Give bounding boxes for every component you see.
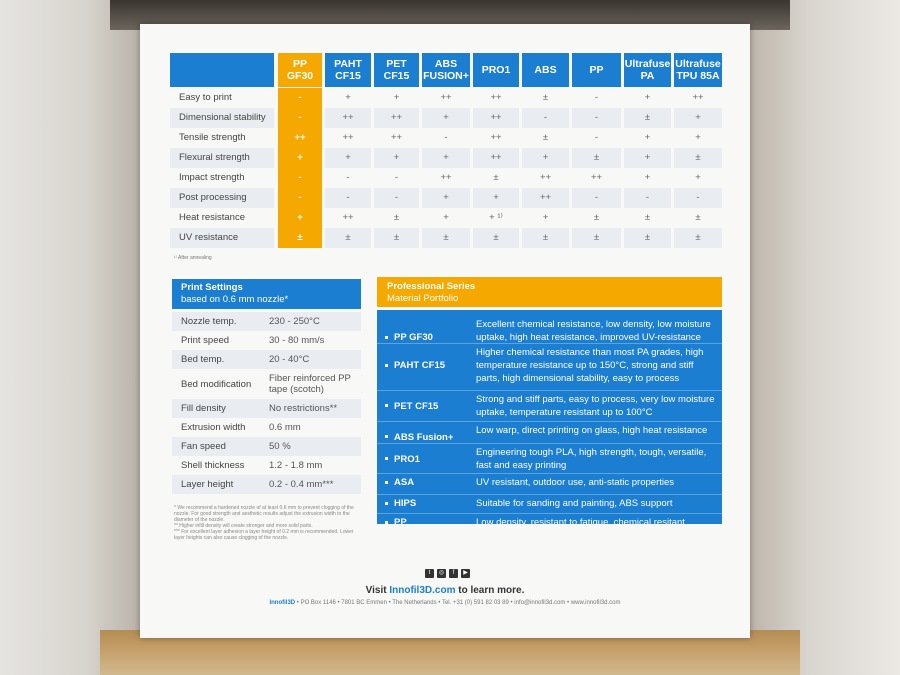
rating-cell: -	[594, 132, 599, 143]
rating-cell: ++	[539, 172, 552, 183]
table-row	[170, 148, 725, 168]
rating-cell: +	[522, 148, 569, 168]
setting-key: Extrusion width	[181, 422, 246, 433]
box-left-flap	[0, 0, 140, 675]
rating-cell: +	[374, 148, 419, 168]
rating-cell: -	[572, 188, 621, 208]
rating-cell: +	[345, 92, 351, 103]
setting-value: No restrictions**	[269, 403, 338, 414]
setting-key: Fan speed	[181, 441, 226, 452]
rating-cell: ++	[440, 172, 452, 183]
rating-cell: -	[394, 172, 399, 183]
rating-cell: ±	[493, 172, 499, 183]
setting-value: 20 - 40°C	[269, 354, 310, 365]
setting-row	[172, 312, 361, 331]
material-name-text: ASA	[394, 477, 415, 488]
rating-cell: +	[644, 132, 651, 143]
comparison-header	[170, 53, 725, 87]
rating-cell: +	[644, 92, 651, 103]
footer-address: • PO Box 1146 • 7801 BC Emmen • The Netherlands • Tel. +31 (0) 591 82 03 89 • info@innofil3d.com • www.innofil3d.com	[295, 600, 621, 606]
setting-key: Shell thickness	[181, 460, 245, 471]
table-row	[170, 208, 725, 228]
rating-cell: -	[624, 188, 671, 208]
rating-cell: +	[473, 188, 519, 208]
material-name	[385, 432, 453, 443]
rating-cell: ±	[572, 148, 621, 168]
facebook-icon[interactable]: f	[449, 569, 458, 578]
column-header: ABS FUSION+	[422, 53, 470, 87]
rating-cell: ++	[473, 108, 519, 128]
rating-cell: +	[422, 108, 470, 128]
rating-cell: ±	[325, 228, 371, 248]
setting-key: Bed temp.	[181, 354, 225, 365]
material-name	[385, 498, 416, 509]
setting-value: 50 %	[269, 441, 291, 452]
column-header: PAHT CF15	[325, 53, 371, 87]
rating-cell: +	[443, 212, 449, 223]
setting-row	[172, 369, 361, 399]
setting-value: 0.2 - 0.4 mm***	[269, 479, 334, 490]
rating-cell: ±	[644, 212, 651, 223]
rating-cell: ++	[440, 92, 452, 103]
rating-cell: +	[393, 92, 400, 103]
header-blank	[170, 53, 274, 87]
address-line	[140, 600, 750, 606]
rating-cell: ++	[278, 128, 322, 148]
rating-cell: ++	[342, 212, 354, 223]
material-desc: Engineering tough PLA, high strength, tough, versatile, fast and easy printing	[476, 447, 707, 471]
table-row	[170, 88, 725, 108]
material-separator	[377, 390, 722, 391]
bullet-icon	[385, 336, 388, 339]
rating-cell: ±	[572, 228, 621, 248]
rating-cell: ±	[674, 148, 722, 168]
table-row	[170, 128, 725, 148]
row-label: Post processing	[170, 188, 274, 208]
info-sheet	[140, 24, 750, 638]
column-header: Ultrafuse PA	[624, 53, 671, 87]
column-header: PET CF15	[374, 53, 419, 87]
rating-cell: ++	[522, 188, 569, 208]
material-separator	[377, 443, 722, 444]
setting-value: 1.2 - 1.8 mm	[269, 460, 323, 471]
rating-cell: -	[278, 168, 322, 188]
setting-value: 230 - 250°C	[269, 316, 320, 327]
box-right-flap	[750, 0, 900, 675]
material-desc: Low density, resistant to fatigue, chemical resitant	[476, 517, 685, 528]
bullet-icon	[385, 502, 388, 505]
rating-cell: ±	[374, 228, 419, 248]
rating-cell: ++	[490, 92, 502, 103]
material-name	[385, 517, 407, 528]
row-label: Heat resistance	[179, 212, 246, 223]
material-separator	[377, 421, 722, 422]
bullet-icon	[385, 457, 388, 460]
setting-value: 30 - 80 mm/s	[269, 335, 325, 346]
rating-cell: ++	[342, 132, 354, 143]
professional-title: Professional Series	[387, 281, 476, 292]
material-name-text: PRO1	[394, 453, 420, 465]
setting-row	[172, 456, 361, 475]
rating-cell: ±	[542, 132, 549, 143]
visit-line	[140, 585, 750, 596]
rating-cell: ++	[590, 172, 603, 183]
setting-row	[172, 331, 361, 350]
row-label: Flexural strength	[170, 148, 274, 168]
rating-cell: +	[422, 188, 470, 208]
rating-cell: ++	[473, 148, 519, 168]
material-name-text: PET CF15	[394, 400, 439, 412]
rating-cell: +	[542, 212, 549, 223]
material-desc: Strong and stiff parts, easy to process, very low moisture uptake, temperature resistant up to 100°C	[476, 394, 715, 418]
row-label: Easy to print	[179, 92, 232, 103]
table-row	[170, 228, 725, 248]
social-icons	[425, 569, 470, 578]
row-label: UV resistance	[170, 228, 274, 248]
setting-key: Fill density	[181, 403, 226, 414]
rating-cell: + ¹⁾	[489, 212, 503, 223]
rating-cell: +	[624, 148, 671, 168]
professional-subtitle: Material Portfolio	[387, 293, 459, 304]
material-separator	[377, 473, 722, 474]
rating-cell: -	[572, 108, 621, 128]
material-name	[385, 401, 438, 412]
material-name	[385, 454, 420, 465]
print-settings-subtitle: based on 0.6 mm nozzle*	[181, 294, 289, 305]
print-settings-notes	[174, 505, 364, 541]
footer-brand: Innofil3D	[269, 600, 296, 606]
table-row	[170, 188, 725, 208]
rating-cell: ±	[674, 228, 722, 248]
setting-row	[172, 437, 361, 456]
material-desc: Suitable for sanding and painting, ABS support	[476, 498, 673, 509]
print-settings-title: Print Settings	[181, 282, 243, 293]
material-name	[385, 332, 433, 343]
table-row	[170, 108, 725, 128]
visit-link[interactable]: Innofil3D.com	[389, 585, 456, 596]
rating-cell: +	[695, 132, 701, 143]
bullet-icon	[385, 364, 388, 367]
material-name-text: HIPS	[394, 498, 417, 509]
twitter-icon[interactable]: t	[425, 569, 434, 578]
material-separator	[377, 513, 722, 514]
rating-cell: ±	[695, 212, 701, 223]
rating-cell: ++	[325, 108, 371, 128]
material-name	[385, 360, 445, 371]
column-header: ABS	[522, 53, 569, 87]
visit-post: to learn more.	[455, 585, 525, 596]
column-header: PP GF30	[278, 53, 322, 87]
rating-cell: -	[594, 92, 599, 103]
rating-cell: -	[278, 88, 322, 108]
setting-note: ** Higher infill density will create stronger and more solid parts.	[174, 523, 313, 529]
material-name-text: ABS Fusion+	[394, 431, 454, 443]
material-separator	[377, 494, 722, 495]
material-desc: Low warp, direct printing on glass, high heat resistance	[476, 425, 708, 436]
setting-row	[172, 418, 361, 437]
rating-cell: ±	[624, 228, 671, 248]
visit-pre: Visit	[365, 585, 390, 596]
youtube-icon[interactable]: ▶	[461, 569, 470, 578]
rating-cell: -	[374, 188, 419, 208]
rating-cell: ++	[390, 132, 403, 143]
column-header: PP	[572, 53, 621, 87]
rating-cell: ±	[422, 228, 470, 248]
rating-cell: +	[674, 108, 722, 128]
rating-cell: ++	[374, 108, 419, 128]
setting-key: Nozzle temp.	[181, 316, 237, 327]
annealing-footnote: ¹⁾ After annealing	[174, 255, 212, 261]
rating-cell: +	[644, 172, 651, 183]
rating-cell: ±	[542, 92, 549, 103]
setting-note: * We recommend a hardened nozzle of at least 0.6 mm to prevent clogging of the nozzle. For good strength and aesthetic results adjust the extrusion width to the diameter of the nozzle.	[174, 505, 354, 523]
rating-cell: -	[522, 108, 569, 128]
print-settings-table	[172, 312, 361, 494]
row-label: Tensile strength	[179, 132, 246, 143]
rating-cell: -	[278, 188, 322, 208]
rating-cell: ±	[278, 228, 322, 248]
table-row	[170, 168, 725, 188]
setting-row	[172, 399, 361, 418]
rating-cell: +	[278, 148, 322, 168]
rating-cell: +	[325, 148, 371, 168]
material-desc: UV resistant, outdoor use, anti-static properties	[476, 477, 675, 488]
setting-key: Bed modification	[181, 378, 252, 390]
setting-value: 0.6 mm	[269, 422, 301, 433]
row-label: Impact strength	[179, 172, 245, 183]
professional-series-list	[377, 310, 722, 528]
rating-cell: +	[695, 172, 701, 183]
rating-cell: ±	[473, 228, 519, 248]
column-header: PRO1	[473, 53, 519, 87]
setting-note: *** For excellent layer adhesion a layer height of 0.2 mm is recommended. Lower layer heights can also cause clogging of the nozzle.	[174, 529, 354, 541]
rating-cell: -	[278, 108, 322, 128]
bullet-icon	[385, 481, 388, 484]
material-separator	[377, 343, 722, 344]
material-desc: Higher chemical resistance than most PA grades, high temperature resistance up to 150°C, strong and stiff parts, high dimensional stability, easy to process	[476, 347, 704, 384]
rating-cell: -	[674, 188, 722, 208]
rating-cell: ++	[692, 92, 704, 103]
print-settings-header	[172, 279, 361, 309]
row-label: Dimensional stability	[170, 108, 274, 128]
rating-cell: ±	[624, 108, 671, 128]
bullet-icon	[385, 435, 388, 438]
column-header: Ultrafuse TPU 85A	[674, 53, 722, 87]
instagram-icon[interactable]: ◎	[438, 570, 445, 576]
material-name-text: PP	[394, 517, 407, 528]
material-name	[385, 477, 414, 488]
setting-key: Layer height	[181, 479, 234, 490]
rating-cell: -	[444, 132, 448, 143]
professional-series-header	[377, 277, 722, 307]
rating-cell: ++	[490, 132, 502, 143]
rating-cell: -	[346, 172, 350, 183]
bullet-icon	[385, 404, 388, 407]
rating-cell: -	[325, 188, 371, 208]
rating-cell: ±	[393, 212, 400, 223]
material-desc: Excellent chemical resistance, low density, low moisture uptake, high heat resistance, improved UV-resistance	[476, 319, 711, 343]
setting-row	[172, 350, 361, 369]
setting-key: Print speed	[181, 335, 230, 346]
rating-cell: ±	[593, 212, 600, 223]
bullet-icon	[385, 521, 388, 524]
setting-value: Fiber reinforced PP tape (scotch)	[269, 373, 351, 395]
rating-cell: ±	[522, 228, 569, 248]
rating-cell: +	[422, 148, 470, 168]
rating-cell: +	[278, 208, 322, 228]
material-name-text: PAHT CF15	[394, 360, 446, 371]
material-name-text: PP GF30	[394, 332, 433, 343]
setting-row	[172, 475, 361, 494]
